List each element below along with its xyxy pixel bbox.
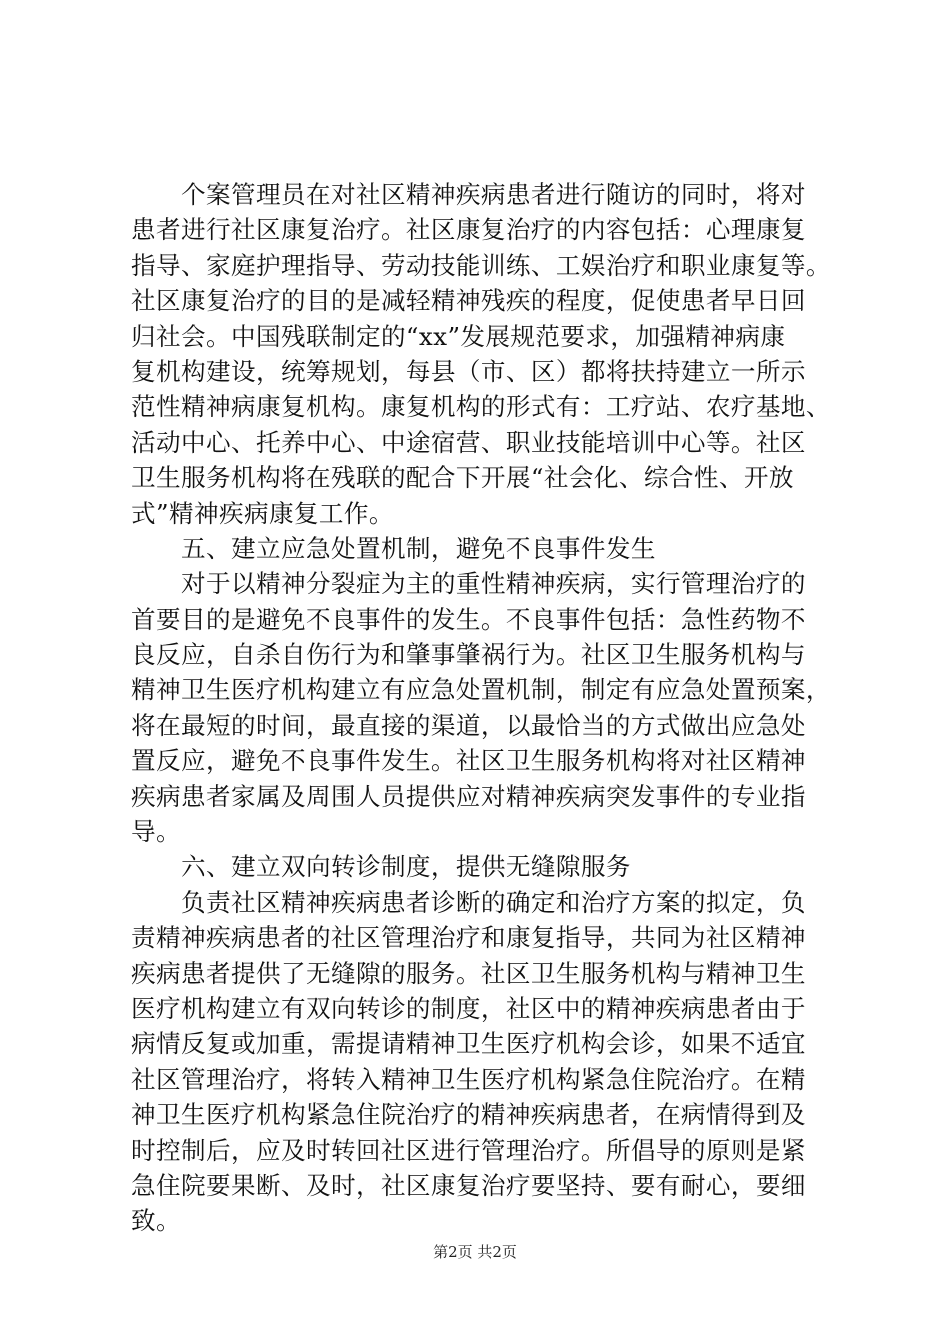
text-line: 活动中心、托养中心、中途宿营、职业技能培训中心等。社区 — [131, 427, 806, 457]
text-line: 患者进行社区康复治疗。社区康复治疗的内容包括：心理康复 — [131, 215, 806, 245]
text-line: 社区康复治疗的目的是减轻精神残疾的程度，促使患者早日回 — [131, 286, 806, 316]
text-line: 神卫生医疗机构紧急住院治疗的精神疾病患者，在病情得到及 — [131, 1100, 806, 1130]
text-line: 负责社区精神疾病患者诊断的确定和治疗方案的拟定，负 — [131, 887, 806, 917]
text-line: 医疗机构建立有双向转诊的制度，社区中的精神疾病患者由于 — [131, 993, 806, 1023]
section-heading: 五、建立应急处置机制，避免不良事件发生 — [131, 533, 656, 563]
section-heading: 六、建立双向转诊制度，提供无缝隙服务 — [131, 852, 631, 882]
text-line: 病情反复或加重，需提请精神卫生医疗机构会诊，如果不适宜 — [131, 1029, 806, 1059]
text-line: 个案管理员在对社区精神疾病患者进行随访的同时，将对 — [131, 180, 806, 209]
text-line: 式”精神疾病康复工作。 — [131, 498, 394, 528]
text-line: 将在最短的时间，最直接的渠道，以最恰当的方式做出应急处 — [131, 710, 806, 740]
text-line: 对于以精神分裂症为主的重性精神疾病，实行管理治疗的 — [131, 569, 806, 599]
page-number: 第2页 共2页 — [433, 1243, 517, 1261]
text-line: 导。 — [131, 817, 181, 847]
text-line: 急住院要果断、及时，社区康复治疗要坚持、要有耐心，要细 — [131, 1170, 806, 1200]
text-line: 疾病患者家属及周围人员提供应对精神疾病突发事件的专业指 — [131, 781, 806, 811]
text-line: 疾病患者提供了无缝隙的服务。社区卫生服务机构与精神卫生 — [131, 958, 806, 988]
text-line: 精神卫生医疗机构建立有应急处置机制，制定有应急处置预案， — [131, 675, 831, 705]
document-body — [131, 177, 835, 1239]
text-line: 良反应，自杀自伤行为和肇事肇祸行为。社区卫生服务机构与 — [131, 640, 806, 670]
text-line: 指导、家庭护理指导、劳动技能训练、工娱治疗和职业康复等。 — [131, 250, 831, 280]
text-line: 时控制后，应及时转回社区进行管理治疗。所倡导的原则是紧 — [131, 1135, 806, 1165]
text-line: 致。 — [131, 1206, 181, 1236]
text-line: 置反应，避免不良事件发生。社区卫生服务机构将对社区精神 — [131, 746, 806, 776]
text-line: 首要目的是避免不良事件的发生。不良事件包括：急性药物不 — [131, 604, 806, 634]
text-line: 社区管理治疗，将转入精神卫生医疗机构紧急住院治疗。在精 — [131, 1064, 806, 1094]
page-footer — [0, 1242, 950, 1262]
text-line: 范性精神病康复机构。康复机构的形式有：工疗站、农疗基地、 — [131, 392, 831, 422]
text-line: 卫生服务机构将在残联的配合下开展“社会化、综合性、开放 — [131, 463, 794, 493]
text-line: 归社会。中国残联制定的“xx”发展规范要求，加强精神病康 — [131, 321, 786, 351]
text-line: 复机构建设，统筹规划，每县（市、区）都将扶持建立一所示 — [131, 356, 806, 386]
text-line: 责精神疾病患者的社区管理治疗和康复指导，共同为社区精神 — [131, 923, 806, 953]
